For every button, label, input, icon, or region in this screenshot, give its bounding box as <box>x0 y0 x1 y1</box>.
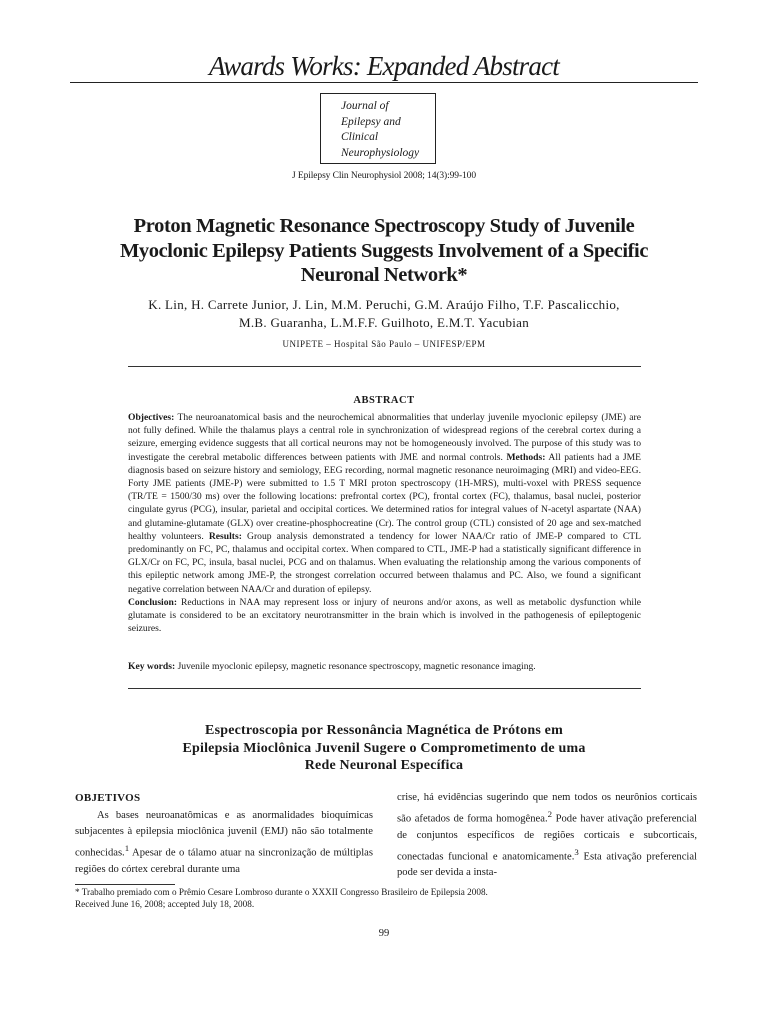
portuguese-title <box>110 722 658 775</box>
body-text: Pode haver ativação preferencial de conjuntos específicos de regiões corticais e subcorticais, conectadas funcional e anatomicamente. <box>397 813 697 863</box>
abstract-body <box>128 411 641 635</box>
footnote-dates: Received June 16, 2008; accepted July 18, 2008. <box>75 899 255 909</box>
results-text: Group analysis demonstrated a tendency for lower NAA/Cr ratio of JME-P compared to CTL predominantly on FC, PC, thalamus and occipital cortex. When compared to CTL, JME-P had a statistically significant difference in GLX/Cr on FC, PC, insula, basal nuclei, PCG and on thalamus. When evaluating the relationship among the various components of this epileptic network among JME-P, the strongest correlation occurred between thalamus and PC. Also, we found a significant negative correlation between NAA/Cr and duration of epilepsy. <box>128 530 641 595</box>
abstract-heading: ABSTRACT <box>353 395 415 406</box>
journal-name-line: Clinical <box>341 131 379 143</box>
page-number: 99 <box>378 928 390 939</box>
body-text: crise, há evidências sugerindo que nem todos os neurônios corticais são afetados de forma homogênea. <box>397 792 697 825</box>
body-text: Esta ativação preferencial pode ser devida a insta- <box>397 851 697 879</box>
journal-citation: J Epilepsy Clin Neurophysiol 2008; 14(3):99-100 <box>292 171 476 181</box>
portuguese-title-line: Rede Neuronal Específica <box>304 758 464 773</box>
keywords-label: Key words: <box>128 661 176 672</box>
body-column-left <box>75 790 373 878</box>
abstract-paragraph <box>128 411 641 635</box>
author-list <box>110 296 658 332</box>
journal-logo-box <box>320 93 436 164</box>
keywords <box>128 660 641 673</box>
reference-marker[interactable]: 3 <box>574 846 579 857</box>
objectives-text: The neuroanatomical basis and the neurochemical abnormalities that underlay juvenile myoclonic epilepsy (JME) are not fully defined. While the thalamus plays a central role in synchronization of widespread regions of the cerebral cortex during a seizure, emerging evidence suggests that all cortical neurons may not be homogeneously involved. The purpose of this study was to investigate the cerebral metabolic differences between patients with JME and normal controls. <box>128 412 641 463</box>
footnote-award: * Trabalho premiado com o Prêmio Cesare Lombroso durante o XXXII Congresso Brasileiro de Epilepsia 2008. <box>75 887 488 897</box>
conclusion-text: Reductions in NAA may represent loss or injury of neurons and/or axons, as well as metabolic dysfunction while glutamate is considered to be an excitatory neurotransmitter in the brain which is involved in the pathogenesis of epileptogenic seizures. <box>128 596 641 635</box>
keywords-text: Juvenile myoclonic epilepsy, magnetic resonance spectroscopy, magnetic resonance imaging. <box>175 661 536 672</box>
portuguese-title-line: Epilepsia Mioclônica Juvenil Sugere o Comprometimento de uma <box>182 740 586 756</box>
methods-text: All patients had a JME diagnosis based on seizure history and semiology, EEG recording, normal magnetic resonance neuroimaging (MRI) and video-EEG. Forty JME patients (JME-P) were submitted to 1.5 T MRI proton spectroscopy (1H-MRS), multi-voxel with PRESS sequence (TR/TE = 1500/30 ms) over the following locations: prefrontal cortex (PC), frontal cortex (FC), thalamus, basal nuclei, posterior cingulate gyrus (PCG), insular, parietal and occipital cortices. We determined ratios for integral values of N-acetyl aspartate (NAA) and glutamine-glutamate (GLX) over creatine-phosphocreatine (Cr). The control group (CTL) consisted of 20 age and sex-matched healthy volunteers. <box>128 451 641 542</box>
journal-name-line: Neurophysiology <box>341 146 420 159</box>
body-paragraph <box>75 808 373 878</box>
author-line: M.B. Guaranha, L.M.F.F. Guilhoto, E.M.T. Yacubian <box>238 315 530 330</box>
body-text: Apesar de o tálamo atuar na sincronização de múltiplas regiões do córtex cerebral durante uma <box>75 847 373 875</box>
results-label: Results: <box>208 530 242 542</box>
author-line: K. Lin, H. Carrete Junior, J. Lin, M.M. Peruchi, G.M. Araújo Filho, T.F. Pascalicchio, <box>148 297 620 312</box>
conclusion-label: Conclusion: <box>128 596 178 608</box>
methods-label: Methods: <box>506 451 546 463</box>
footnotes <box>75 886 695 910</box>
abstract-bottom-rule <box>128 688 641 689</box>
reference-marker[interactable]: 2 <box>547 809 553 819</box>
body-paragraph <box>397 790 697 881</box>
journal-name-line: Epilepsy and <box>341 115 401 128</box>
abstract-top-rule <box>128 366 641 367</box>
article-title: Proton Magnetic Resonance Spectroscopy Study of Juvenile Myoclonic Epilepsy Patients Suggests Involvement of a Specific Neuronal Network* <box>119 215 649 286</box>
header-divider <box>70 82 698 83</box>
reference-marker[interactable]: 1 <box>124 843 130 853</box>
body-text: As bases neuroanatômicas e as anormalidades bioquímicas subjacentes à epilepsia mioclônica juvenil (EMJ) não são totalmente conhecidas. <box>75 810 373 859</box>
affiliation: UNIPETE – Hospital São Paulo – UNIFESP/EPM <box>282 339 486 349</box>
section-header-title: Awards Works: Expanded Abstract <box>209 51 559 81</box>
objectives-label: Objectives: <box>128 412 175 423</box>
footnote-divider <box>75 884 175 885</box>
portuguese-title-line: Espectroscopia por Ressonância Magnética de Prótons em <box>205 723 563 738</box>
journal-name-line: Journal of <box>341 100 389 112</box>
section-heading-objetivos: OBJETIVOS <box>75 792 141 804</box>
body-column-right <box>397 790 697 881</box>
